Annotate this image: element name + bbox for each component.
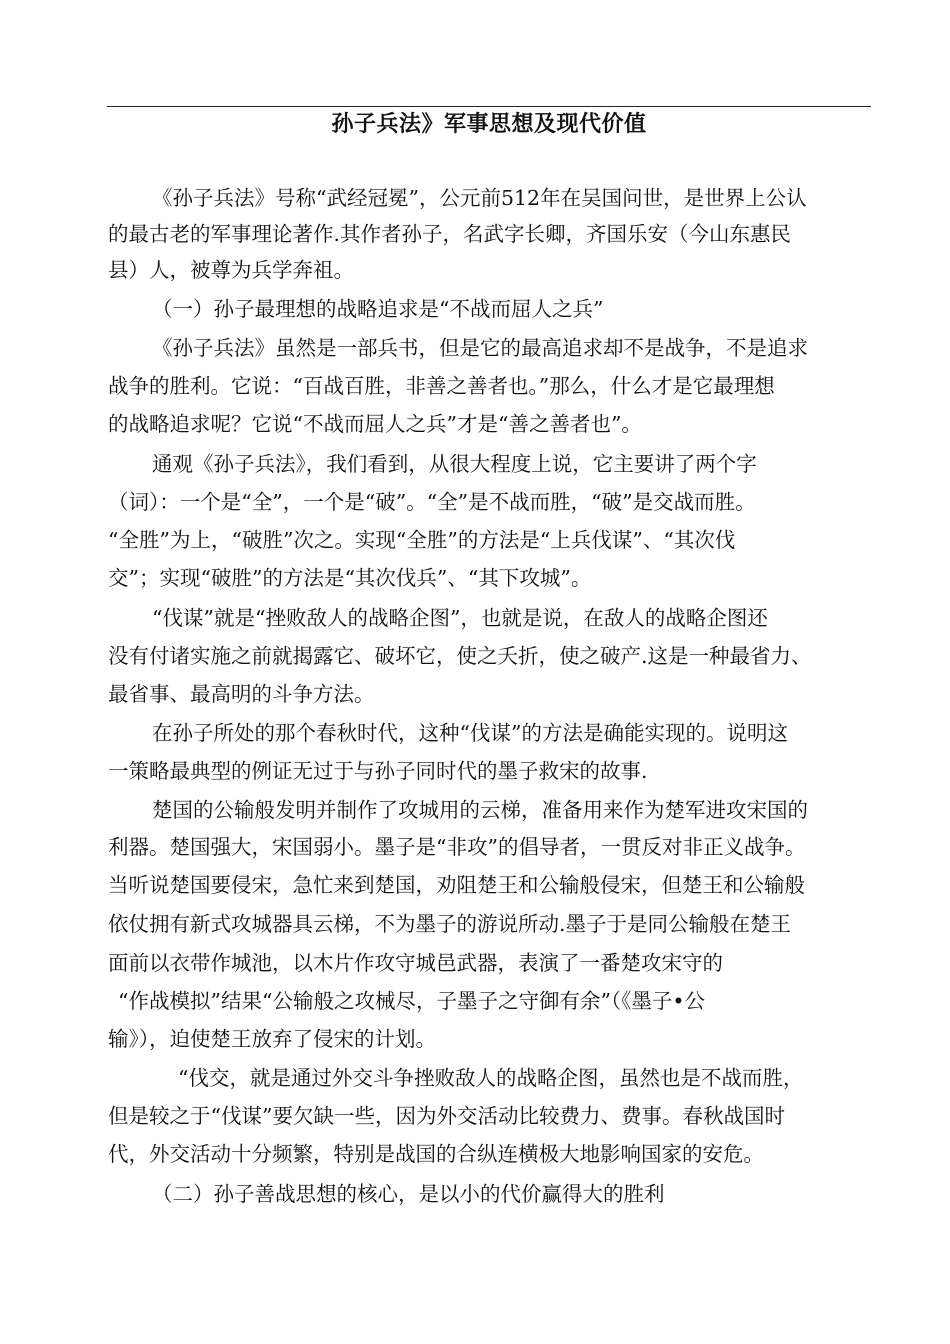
text-line: 最省事、最高明的斗争方法。	[108, 682, 375, 706]
text-line: 一策略最典型的例证无过于与孙子同时代的墨子救宋的故事.	[108, 759, 648, 783]
text-line: 代，外交活动十分频繁，特别是战国的合纵连横极大地影响国家的安危。	[108, 1142, 764, 1166]
text-line: 依仗拥有新式攻城器具云梯，不为墨子的游说所动.墨子于是同公输般在楚王	[108, 912, 792, 936]
text-line: 通观《孙子兵法》，我们看到，从很大程度上说，它主要讲了两个字	[152, 452, 757, 476]
text-line: “全胜”为上，“破胜”次之。实现“全胜”的方法是“上兵伐谋”、“其次伐	[108, 528, 736, 552]
text-line: 的最古老的军事理论著作.其作者孙子，名武字长卿，齐国乐安（今山东惠民	[108, 222, 792, 246]
document-title: 孙子兵法》军事思想及现代价值	[331, 112, 647, 137]
text-line: 县）人，被尊为兵学奔祖。	[108, 258, 354, 282]
text-line: 的战略追求呢？它说“不战而屈人之兵”才是“善之善者也”。	[108, 412, 642, 436]
text-line: 交”；实现“破胜”的方法是“其次伐兵”、“其下攻城”。	[108, 566, 592, 590]
text-line: “伐谋”就是“挫败敌人的战略企图”，也就是说，在敌人的战略企图还	[152, 606, 768, 630]
section-heading: （一）孙子最理想的战略追求是“不战而屈人之兵”	[152, 297, 604, 321]
header-rule	[107, 106, 871, 107]
text-line: 面前以衣带作城池，以木片作攻守城邑武器，表演了一番楚攻宋守的	[108, 951, 723, 975]
text-line: “作战模拟”结果“公输般之攻械尽，子墨子之守御有余”（《墨子•公	[118, 989, 706, 1013]
text-line: 在孙子所处的那个春秋时代，这种“伐谋”的方法是确能实现的。说明这	[152, 721, 788, 745]
text-line: 当听说楚国要侵宋，急忙来到楚国，劝阻楚王和公输般侵宋，但楚王和公输般	[108, 873, 805, 897]
text-line: 输》），迫使楚王放弃了侵宋的计划。	[108, 1027, 436, 1051]
text-line: 《孙子兵法》号称“武经冠冕”，公元前512年在吴国问世，是世界上公认	[152, 186, 807, 210]
text-line: 没有付诸实施之前就揭露它、破坏它，使之夭折，使之破产.这是一种最省力、	[108, 644, 812, 668]
text-line: 《孙子兵法》虽然是一部兵书，但是它的最高追求却不是战争，不是追求	[152, 336, 808, 360]
text-line: “伐交，就是通过外交斗争挫败敌人的战略企图，虽然也是不战而胜，	[178, 1066, 804, 1090]
section-heading: （二）孙子善战思想的核心，是以小的代价赢得大的胜利	[152, 1182, 665, 1206]
text-line: 利器。楚国强大，宋国弱小。墨子是“非攻”的倡导者，一贯反对非正义战争。	[108, 835, 806, 859]
text-line: 楚国的公输般发明并制作了攻城用的云梯，准备用来作为楚军进攻宋国的	[152, 798, 808, 822]
text-line: 战争的胜利。它说：“百战百胜，非善之善者也。”那么，什么才是它最理想	[108, 374, 775, 398]
text-line: 但是较之于“伐谋”要欠缺一些，因为外交活动比较费力、费事。春秋战国时	[108, 1104, 785, 1128]
text-line: （词）：一个是“全”，一个是“破”。“全”是不战而胜，“破”是交战而胜。	[108, 490, 756, 514]
